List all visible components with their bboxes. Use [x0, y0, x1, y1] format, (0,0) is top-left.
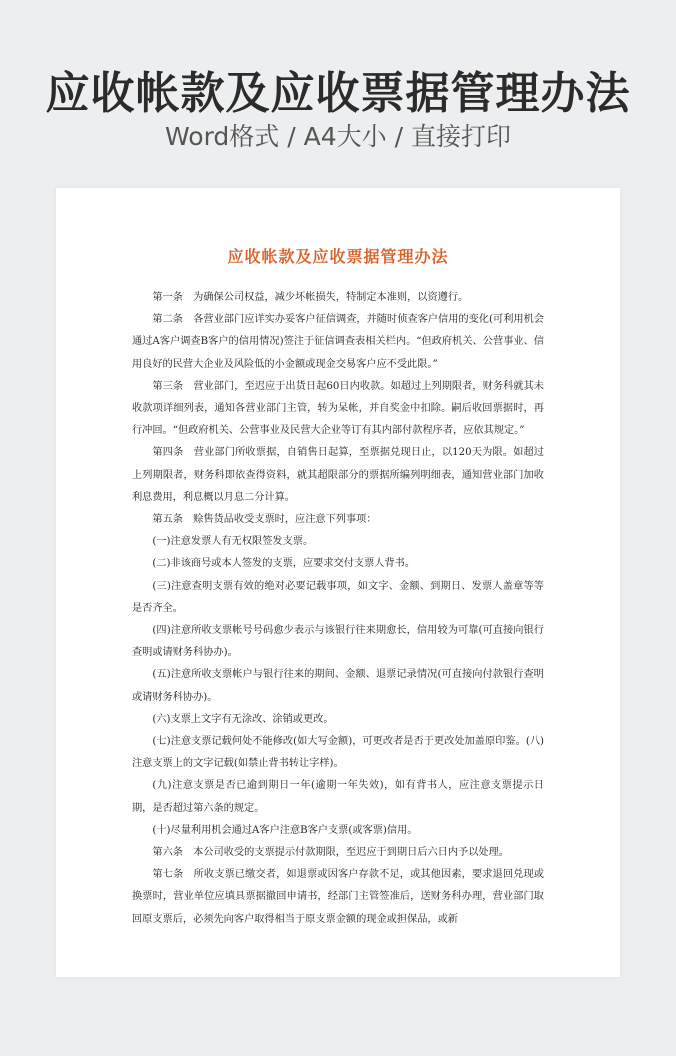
page-title: 应收帐款及应收票据管理办法: [45, 68, 631, 119]
article-4: 第四条 营业部门所收票据，自销售日起算，至票据兑现日止，以120天为限。如超过上列期限者，财务科即依查得资料，就其超限部分的票据所编列明细表，通知营业部门加收利息费用，利息概以月息二分计算。: [132, 447, 544, 503]
list-item-6: (六)支票上文字有无涂改、涂销或更改。: [152, 713, 334, 725]
list-item-5: (五)注意所收支票帐户与银行往来的期间、金额、退票记录情况(可直接向付款银行查明或请财务科协办)。: [132, 669, 544, 703]
list-item-3: (三)注意查明支票有效的绝对必要记载事项，如文字、金额、到期日、发票人盖章等等是否齐全。: [132, 580, 544, 614]
article-7: 第七条 所收支票已缴交者，如退票或因客户存款不足，或其他因素，要求退回兑现或换票时，营业单位应填具票据撤回申请书，经部门主管签准后，送财务科办理，营业部门取回原支票后，必须先向客户取得相当于原支票金额的现金或担保品，或新: [132, 869, 544, 925]
list-item-2: (二)非该商号或本人签发的支票，应要求交付支票人背书。: [152, 558, 416, 570]
article-3: 第三条 营业部门，至迟应于出货日起60日内收款。如超过上列期限者，财务科就其未收款项详细列表，通知各营业部门主管，转为呆帐，并自奖金中扣除。嗣后收回票据时，再行冲回。“但政府机关、公营事业及民营大企业等订有其内部付款程序者，应依其规定。”: [132, 380, 544, 437]
list-item-4: (四)注意所收支票帐号号码愈少表示与该银行往来期愈长，信用较为可靠(可直接向银行查明或请财务科协办)。: [132, 625, 544, 659]
article-2: 第二条 各营业部门应详实办妥客户征信调查，并随时侦查客户信用的变化(可利用机会通过A客户调查B客户的信用情况)签注于征信调查表相关栏内。“但政府机关、公营事业、信用良好的民营大企业及风险低的小金额或现金交易客户应不受此限。”: [132, 314, 544, 370]
page-header: [0, 0, 676, 176]
document-title: 应收帐款及应收票据管理办法: [227, 247, 449, 266]
list-item-10: (十)尽量利用机会通过A客户注意B客户支票(或客票)信用。: [152, 824, 418, 836]
article-6: 第六条 本公司收受的支票提示付款期限，至迟应于到期日后六日内予以处理。: [152, 847, 509, 859]
page-subtitle: Word格式 / A4大小 / 直接打印: [165, 122, 511, 151]
article-1: 第一条 为确保公司权益，减少坏帐损失，特制定本准则，以资遵行。: [152, 292, 469, 303]
document-page: [56, 188, 620, 977]
list-item-1: (一)注意发票人有无权限签发支票。: [152, 536, 314, 548]
document-body: [132, 287, 544, 931]
list-item-7-8: (七)注意支票记载何处不能修改(如大写金额)，可更改者是否于更改处加盖原印鉴。(八)注意支票上的文字记载(如禁止背书转让字样)。: [132, 736, 544, 770]
article-5: 第五条 赊售货品收受支票时，应注意下列事项：: [152, 514, 377, 526]
list-item-9: (九)注意支票是否已逾到期日一年(逾期一年失效)，如有背书人，应注意支票提示日期，是否超过第六条的规定。: [132, 780, 544, 814]
